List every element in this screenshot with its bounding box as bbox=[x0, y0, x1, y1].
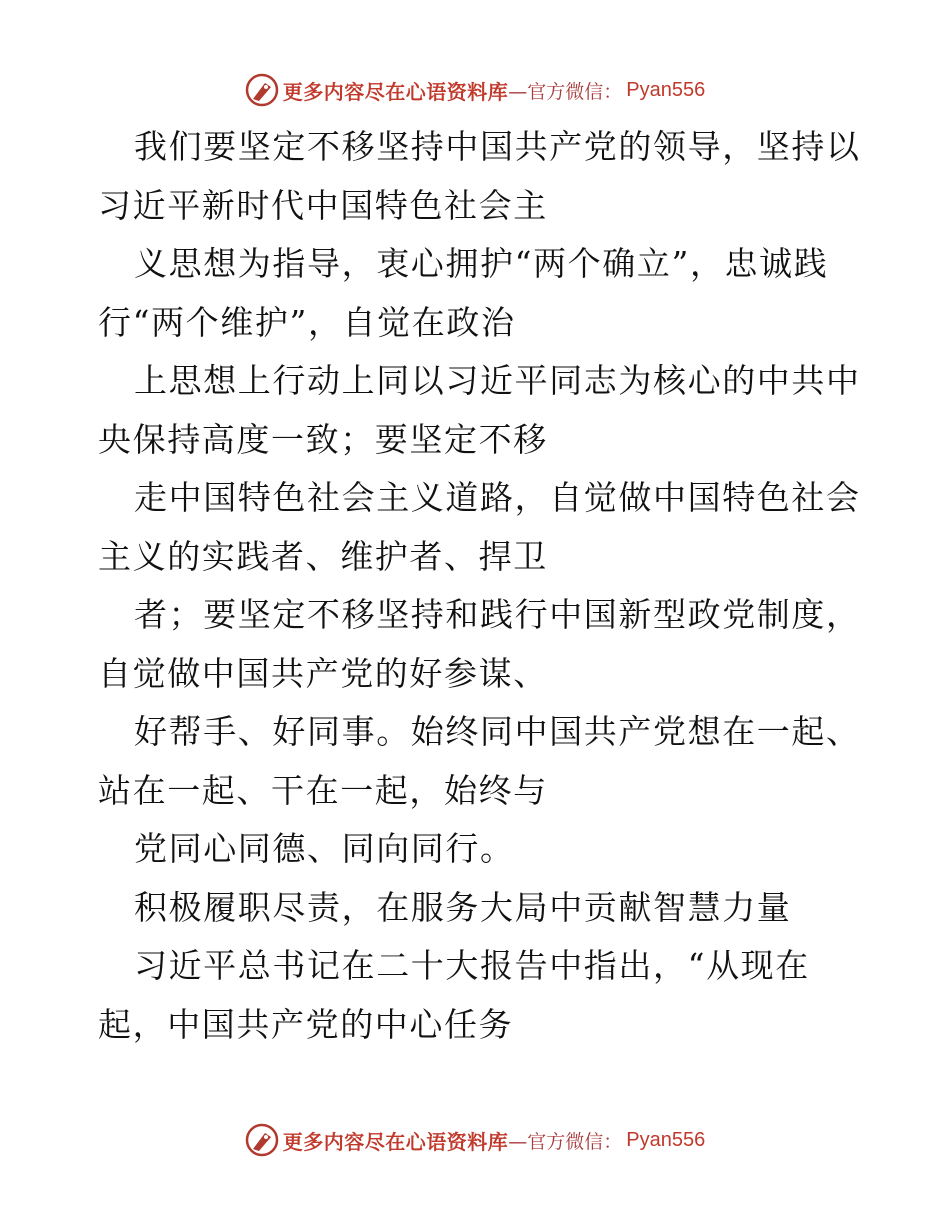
footer-banner bbox=[0, 1120, 950, 1160]
body-line: 行“两个维护”，自觉在政治 bbox=[98, 302, 516, 342]
body-line: 自觉做中国共产党的好参谋、 bbox=[98, 653, 548, 693]
banner-title: 更多内容尽在心语资料库 bbox=[282, 1129, 509, 1154]
pen-nib-logo-icon bbox=[245, 1123, 279, 1157]
section-heading: 积极履职尽责，在服务大局中贡献智慧力量 bbox=[134, 887, 792, 927]
body-line: 义思想为指导，衷心拥护“两个确立”，忠诚践 bbox=[134, 244, 829, 283]
wechat-id: Pyan556 bbox=[626, 78, 706, 101]
body-line: 者；要坚定不移坚持和践行中国新型政党制度， bbox=[134, 595, 861, 634]
body-line: 好帮手、好同事。始终同中国共产党想在一起、 bbox=[134, 712, 861, 751]
wechat-id: Pyan556 bbox=[626, 1128, 706, 1151]
header-banner bbox=[0, 70, 950, 110]
body-line: 上思想上行动上同以习近平同志为核心的中共中 bbox=[134, 361, 861, 400]
pen-nib-logo-icon bbox=[245, 73, 279, 107]
body-line: 站在一起、干在一起，始终与 bbox=[98, 770, 548, 810]
body-line: 走中国特色社会主义道路，自觉做中国特色社会 bbox=[134, 478, 861, 517]
body-line: 我们要坚定不移坚持中国共产党的领导，坚持以 bbox=[134, 127, 861, 166]
body-line: 习近平新时代中国特色社会主 bbox=[98, 185, 548, 225]
banner-title: 更多内容尽在心语资料库 bbox=[282, 79, 509, 104]
body-line: 习近平总书记在二十大报告中指出，“从现在 bbox=[134, 946, 810, 985]
body-line: 起，中国共产党的中心任务 bbox=[98, 1004, 514, 1044]
banner-separator: —官方微信： bbox=[508, 80, 623, 103]
banner-separator: —官方微信： bbox=[508, 1130, 623, 1153]
body-line: 央保持高度一致；要坚定不移 bbox=[98, 419, 548, 459]
body-line: 党同心同德、同向同行。 bbox=[134, 829, 515, 868]
body-line: 主义的实践者、维护者、捍卫 bbox=[98, 536, 548, 576]
document-body bbox=[98, 118, 861, 1054]
